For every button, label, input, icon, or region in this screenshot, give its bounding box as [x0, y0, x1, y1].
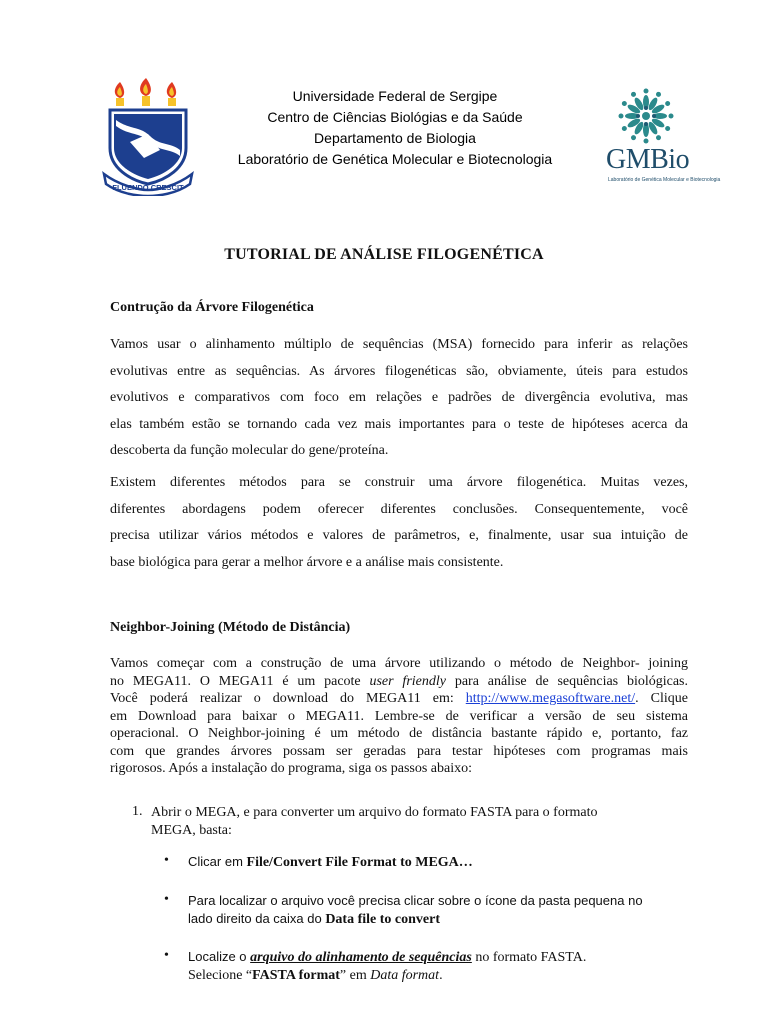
bullet-item-locate-file: [188, 892, 688, 929]
text-run: no MEGA11. O MEGA11 é um pacote: [110, 673, 370, 689]
bullet-icon: •: [164, 853, 169, 868]
text-run-bold: Data file to convert: [325, 912, 440, 927]
text-run: . Clique: [635, 691, 688, 706]
text-run: Clicar em: [188, 854, 247, 869]
paragraph-line: evolutivos e comparativos com foco em relações e padrões de divergência evolutiva, mas: [110, 390, 688, 405]
bullet-item-convert: [188, 853, 688, 872]
paragraph-line: [110, 690, 688, 708]
header-laboratory: Laboratório de Genética Molecular e Biotecnologia: [237, 151, 553, 167]
institution-header: [210, 86, 580, 170]
text-run: Você poderá realizar o download do MEGA11 em:: [110, 691, 466, 706]
bullet-icon: •: [164, 948, 169, 963]
mega-download-link[interactable]: http://www.megasoftware.net/: [465, 691, 636, 706]
menu-path-text: File/Convert File Format to MEGA…: [246, 855, 473, 870]
paragraph-line: evolutivas entre as sequências. As árvores filogenéticas são, obviamente, úteis para estudos: [110, 363, 688, 379]
list-item-number: 1.: [132, 804, 143, 819]
text-run: Localize o: [188, 949, 251, 964]
ufs-logo: [100, 76, 196, 196]
text-run: para análise de sequências biológicas.: [445, 673, 689, 689]
text-run: lado direito da caixa do: [188, 911, 326, 926]
paragraph-mega11: [110, 655, 688, 778]
paragraph-line: rigorosos. Após a instalação do programa, siga os passos abaixo:: [110, 761, 472, 776]
paragraph-line: [110, 673, 688, 691]
paragraph-line: operacional. O Neighbor-joining é um método de distância bastante rápido e, portanto, faz: [110, 726, 688, 741]
paragraph-line: Existem diferentes métodos para se construir uma árvore filogenética. Muitas vezes,: [110, 475, 688, 490]
text-run-bold: FASTA format: [252, 968, 340, 983]
paragraph-line: base biológica para gerar a melhor árvore e a análise mais consistente.: [110, 554, 504, 570]
text-run-italic: Data format: [370, 968, 440, 983]
paragraph-line: diferentes abordagens podem oferecer diferentes conclusões. Consequentemente, você: [110, 501, 688, 517]
text-run: .: [439, 968, 443, 983]
paragraph-line: precisa utilizar vários métodos e valores de parâmetros, e, finalmente, usar sua intuição de: [110, 528, 688, 543]
header-center: Centro de Ciências Biológias e da Saúde: [267, 109, 523, 125]
steps-list: [110, 800, 688, 1000]
header-university: Universidade Federal de Sergipe: [292, 88, 498, 104]
list-item-line: MEGA, basta:: [151, 823, 232, 838]
text-run: Selecione “: [188, 968, 253, 983]
gmbio-logo-text: GMBio: [606, 144, 690, 175]
section-heading-neighbor-joining: Neighbor-Joining (Método de Distância): [110, 620, 351, 635]
paragraph-line: Vamos usar o alinhamento múltiplo de sequências (MSA) fornecido para inferir as relações: [110, 337, 688, 352]
document-title: TUTORIAL DE ANÁLISE FILOGENÉTICA: [224, 246, 544, 263]
gmbio-logo-subtext: Laboratório de Genética Molecular e Biotecnologia: [608, 177, 721, 183]
section-heading-tree-construction: Contrução da Árvore Filogenética: [110, 300, 314, 315]
paragraph-methods: [110, 470, 688, 576]
text-run: no formato FASTA.: [471, 950, 587, 965]
list-item-line: Para localizar o arquivo você precisa clicar sobre o ícone da pasta pequena no: [188, 893, 643, 908]
text-run-emphasis: arquivo do alinhamento de sequências: [250, 950, 472, 965]
bullet-icon: •: [164, 892, 169, 907]
paragraph-line: com que grandes árvores possam ser geradas para testar hipóteses com programas mais: [110, 743, 688, 759]
ufs-logo-motto: FLUENDO CRESCIT: [112, 183, 184, 192]
list-item-line: Abrir o MEGA, e para converter um arquivo do formato FASTA para o formato: [151, 805, 598, 820]
paragraph-line: elas também estão se tornando cada vez mais importantes para o teste de hipóteses acerca da: [110, 416, 688, 432]
text-run-italic: user friendly: [369, 673, 446, 689]
bullet-item-fasta: [188, 948, 688, 985]
text-run: ” em: [339, 968, 371, 983]
paragraph-line: descoberta da função molecular do gene/proteína.: [110, 443, 389, 458]
paragraph-line: em Download para baixar o MEGA11. Lembre-se de verificar a versão de seu sistema: [110, 708, 688, 724]
paragraph-line: Vamos começar com a construção de uma árvore utilizando o método de Neighbor- joining: [110, 656, 688, 671]
header-department: Departamento de Biologia: [314, 130, 476, 146]
list-item-step-1: [151, 804, 691, 840]
paragraph-msa-intro: [110, 332, 688, 465]
